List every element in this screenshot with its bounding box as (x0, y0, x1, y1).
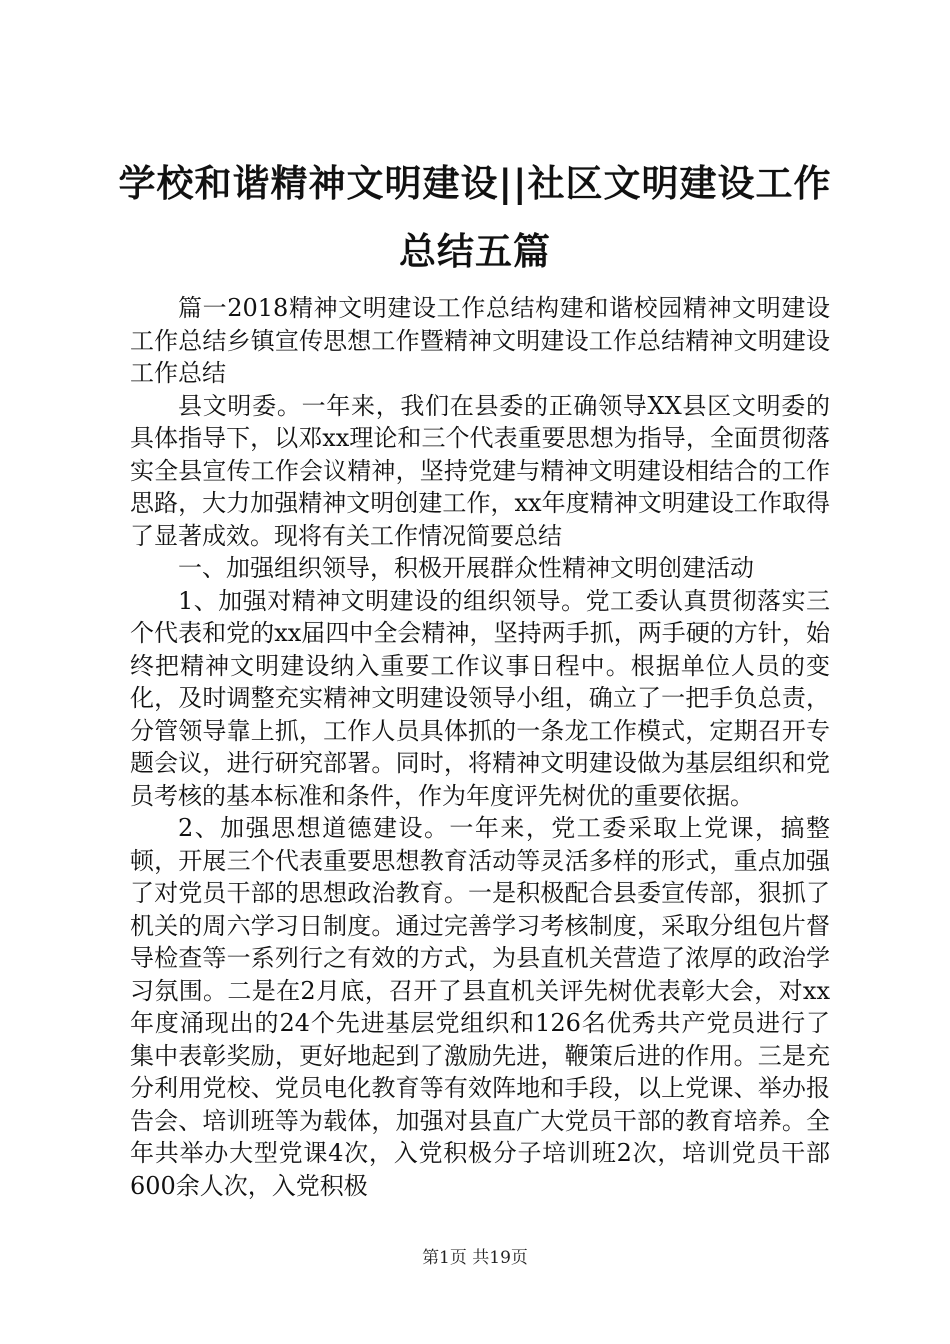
page-footer: 第1页 共19页 (422, 1248, 528, 1268)
paragraph-overview: 县文明委。一年来，我们在县委的正确领导XX县区文明委的具体指导下，以邓xx理论和三个代表重要思想为指导，全面贯彻落实全县宣传工作会议精神，坚持党建与精神文明建设相结合的工作思路，大力加强精神文明创建工作，xx年度精神文明建设工作取得了显著成效。现将有关工作情况简要总结 (130, 391, 830, 550)
paragraph-item-1: 1、加强对精神文明建设的组织领导。党工委认真贯彻落实三个代表和党的xx届四中全会精神，坚持两手抓，两手硬的方针，始终把精神文明建设纳入重要工作议事日程中。根据单位人员的变化，及时调整充实精神文明建设领导小组，确立了一把手负总责，分管领导靠上抓，工作人员具体抓的一条龙工作模式，定期召开专题会议，进行研究部署。同时，将精神文明建设做为基层组织和党员考核的基本标准和条件，作为年度评先树优的重要依据。 (130, 586, 830, 810)
section-heading-1: 一、加强组织领导，积极开展群众性精神文明创建活动 (178, 554, 754, 582)
paragraph-intro: 篇一2018精神文明建设工作总结构建和谐校园精神文明建设工作总结乡镇宣传思想工作暨精神文明建设工作总结精神文明建设工作总结 (130, 294, 830, 387)
paragraph-item-2: 2、加强思想道德建设。一年来，党工委采取上党课，搞整顿，开展三个代表重要思想教育活动等灵活多样的形式，重点加强了对党员干部的思想政治教育。一是积极配合县委宣传部，狠抓了机关的周六学习日制度。通过完善学习考核制度，采取分组包片督导检查等一系列行之有效的方式，为县直机关营造了浓厚的政治学习氛围。二是在2月底，召开了县直机关评先树优表彰大会，对xx年度涌现出的24个先进基层党组织和126名优秀共产党员进行了集中表彰奖励，更好地起到了激励先进，鞭策后进的作用。三是充分利用党校、党员电化教育等有效阵地和手段，以上党课、举办报告会、培训班等为载体，加强对县直广大党员干部的教育培养。全年共举办大型党课4次，入党积极分子培训班2次，培训党员干部600余人次，入党积极 (130, 814, 830, 1200)
document-title: 学校和谐精神文明建设||社区文明建设工作总结五篇 (118, 162, 832, 273)
document-body (130, 292, 830, 1202)
